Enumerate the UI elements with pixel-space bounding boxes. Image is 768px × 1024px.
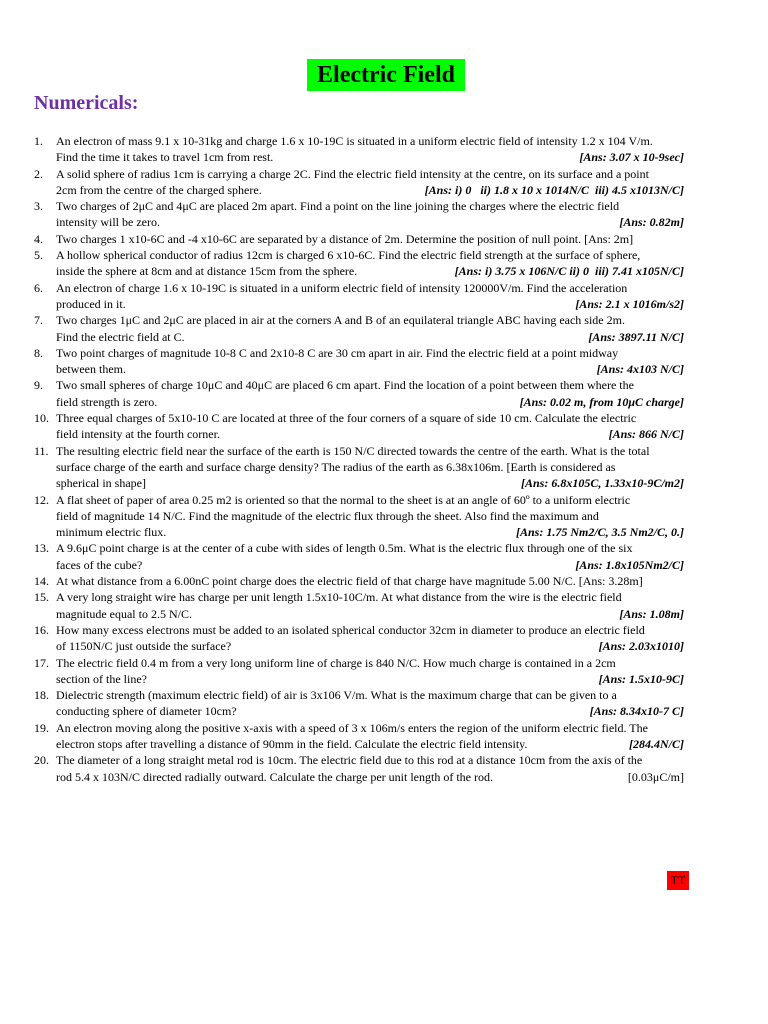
answer: [Ans: 1.08m] xyxy=(619,606,684,621)
answer: [Ans: 0.02 m, from 10μC charge] xyxy=(519,394,684,409)
question-item xyxy=(34,443,744,492)
question-text: Three equal charges of 5x10-10 C are located at three of the four corners of a square of side 10 cm. Calculate the electric xyxy=(56,411,637,426)
question-number: 18. xyxy=(34,688,49,703)
question-item xyxy=(34,752,744,785)
question-text: The diameter of a long straight metal rod is 10cm. The electric field due to this rod at a distance 10cm from the axis of the xyxy=(56,753,643,768)
answer: [Ans: 4x103 N/C] xyxy=(596,362,684,377)
question-text: spherical in shape] xyxy=(56,476,146,491)
answer: [Ans: 8.34x10-7 C] xyxy=(589,704,684,719)
question-text: Two charges 1μC and 2μC are placed in air at the corners A and B of an equilateral triangle ABC having each side 2m. xyxy=(56,313,625,328)
answer: [Ans: 3.07 x 10-9sec] xyxy=(579,150,684,165)
question-item xyxy=(34,377,744,410)
question-text: An electron of mass 9.1 x 10-31kg and charge 1.6 x 10-19C is situated in a uniform electric field of intensity 1.2 x 104 V/m. xyxy=(56,134,653,148)
question-item xyxy=(34,166,744,199)
question-text: A flat sheet of paper of area 0.25 m2 is oriented so that the normal to the sheet is at an angle of 60º to a uniform electric xyxy=(56,492,631,507)
question-text: A very long straight wire has charge per unit length 1.5x10-10C/m. At what distance from the wire is the electric field xyxy=(56,590,622,605)
question-number: 9. xyxy=(34,378,43,393)
question-number: 12. xyxy=(34,492,49,507)
question-text: produced in it. xyxy=(56,296,126,311)
question-text: The electric field 0.4 m from a very long uniform line of charge is 840 N/C. How much charge is contained in a 2cm xyxy=(56,655,616,670)
question-item xyxy=(34,589,744,622)
question-number: 11. xyxy=(34,443,49,458)
answer: [Ans: i) 0 ii) 1.8 x 10 x 1014N/C iii) 4.5 x1013N/C] xyxy=(424,182,684,197)
question-text: field of magnitude 14 N/C. Find the magnitude of the electric flux through the sheet. Also find the maximum and xyxy=(56,508,599,523)
answer: [Ans: 3897.11 N/C] xyxy=(588,329,684,344)
question-item xyxy=(34,247,744,280)
question-text: magnitude equal to 2.5 N/C. xyxy=(56,606,192,621)
question-number: 4. xyxy=(34,231,43,246)
question-text: A solid sphere of radius 1cm is carrying a charge 2C. Find the electric field intensity at the centre, on its surface and a point xyxy=(56,166,649,181)
page-title: Electric Field xyxy=(307,59,465,91)
question-number: 15. xyxy=(34,590,49,605)
question-item xyxy=(34,573,744,589)
question-text: section of the line? xyxy=(56,671,147,686)
question-item xyxy=(34,312,744,345)
question-number: 5. xyxy=(34,248,43,263)
answer: [Ans: 866 N/C] xyxy=(608,427,684,442)
question-item xyxy=(34,198,744,231)
answer: [Ans: 2.1 x 1016m/s2] xyxy=(575,296,684,311)
answer: [Ans: 0.82m] xyxy=(619,215,684,230)
question-text: Two charges 1 x10-6C and -4 x10-6C are separated by a distance of 2m. Determine the position of null point. [Ans: 2m] xyxy=(56,231,634,246)
question-text: minimum electric flux. xyxy=(56,525,167,540)
question-text: Two point charges of magnitude 10-8 C and 2x10-8 C are 30 cm apart in air. Find the electric field at a point midway xyxy=(56,345,619,360)
question-text: field intensity at the fourth corner. xyxy=(56,427,220,442)
question-item xyxy=(34,492,744,541)
answer: [Ans: 1.8x105Nm2/C] xyxy=(575,557,684,572)
question-text: Find the time it takes to travel 1cm from rest. xyxy=(56,150,274,165)
question-item xyxy=(34,410,744,443)
answer: [284.4N/C] xyxy=(629,736,684,751)
question-text: conducting sphere of diameter 10cm? xyxy=(56,704,237,719)
question-text: The resulting electric field near the surface of the earth is 150 N/C directed towards the centre of the earth. What is the total xyxy=(56,443,650,458)
question-text: intensity will be zero. xyxy=(56,215,160,230)
question-text: Two small spheres of charge 10μC and 40μC are placed 6 cm apart. Find the location of a point between them where the xyxy=(56,378,634,393)
question-number: 6. xyxy=(34,280,43,295)
question-number: 17. xyxy=(34,655,49,670)
question-text: A hollow spherical conductor of radius 12cm is charged 6 x10-6C. Find the electric field strength at the surface of sphere, xyxy=(56,248,641,263)
question-item xyxy=(34,133,744,166)
question-text: inside the sphere at 8cm and at distance 15cm from the sphere. xyxy=(56,264,358,279)
answer: [Ans: i) 3.75 x 106N/C ii) 0 iii) 7.41 x105N/C] xyxy=(454,264,684,279)
question-number: 13. xyxy=(34,541,49,556)
answer: [0.03μC/m] xyxy=(627,769,684,784)
answer: [Ans: 2.03x1010] xyxy=(598,639,684,654)
question-text: of 1150N/C just outside the surface? xyxy=(56,639,232,654)
question-number: 20. xyxy=(34,753,49,768)
question-text: Find the electric field at C. xyxy=(56,329,185,344)
question-text: At what distance from a 6.00nC point charge does the electric field of that charge have magnitude 5.00 N/C. [Ans: 3.28m] xyxy=(56,574,643,589)
question-text: An electron of charge 1.6 x 10-19C is situated in a uniform electric field of intensity 120000V/m. Find the acceleration xyxy=(56,280,628,295)
question-text: field strength is zero. xyxy=(56,394,158,409)
question-text: surface charge of the earth and surface charge density? The radius of the earth as 6.38x106m. [Earth is considered as xyxy=(56,459,616,474)
answer: [Ans: 1.5x10-9C] xyxy=(598,671,684,686)
question-text: rod 5.4 x 103N/C directed radially outward. Calculate the charge per unit length of the rod. xyxy=(56,769,493,784)
question-number: 19. xyxy=(34,720,49,735)
question-text: An electron moving along the positive x-axis with a speed of 3 x 106m/s enters the region of the uniform electric field. The xyxy=(56,720,648,735)
question-item xyxy=(34,231,744,247)
answer: [Ans: 1.75 Nm2/C, 3.5 Nm2/C, 0.] xyxy=(515,525,684,540)
question-text: 2cm from the centre of the charged sphere. xyxy=(56,182,262,197)
question-item xyxy=(34,280,744,313)
question-text: A 9.6μC point charge is at the center of a cube with sides of length 0.5m. What is the electric flux through one of the six xyxy=(56,541,633,556)
question-text: faces of the cube? xyxy=(56,557,143,572)
question-number: 3. xyxy=(34,199,43,214)
section-heading: Numericals: xyxy=(34,92,139,114)
question-text: Dielectric strength (maximum electric field) of air is 3x106 V/m. What is the maximum charge that can be given to a xyxy=(56,688,617,703)
question-text: Two charges of 2μC and 4μC are placed 2m apart. Find a point on the line joining the charges where the electric field xyxy=(56,199,620,214)
question-number: 10. xyxy=(34,411,49,426)
question-list xyxy=(34,133,744,785)
question-item xyxy=(34,622,744,655)
question-text: How many excess electrons must be added to an isolated spherical conductor 32cm in diameter to produce an electric field xyxy=(56,622,645,637)
question-item xyxy=(34,687,744,720)
question-number: 7. xyxy=(34,313,43,328)
question-number: 1. xyxy=(34,134,43,148)
question-item xyxy=(34,720,744,753)
question-number: 14. xyxy=(34,574,49,589)
question-number: 2. xyxy=(34,166,43,181)
footer-badge: TT xyxy=(667,871,689,890)
question-item xyxy=(34,655,744,688)
question-item xyxy=(34,345,744,378)
answer: [Ans: 6.8x105C, 1.33x10-9C/m2] xyxy=(520,476,684,491)
question-text: between them. xyxy=(56,362,126,377)
question-number: 8. xyxy=(34,345,43,360)
question-item xyxy=(34,540,744,573)
question-number: 16. xyxy=(34,622,49,637)
question-text: electron stops after travelling a distance of 90mm in the field. Calculate the electric field intensity. xyxy=(56,736,528,751)
